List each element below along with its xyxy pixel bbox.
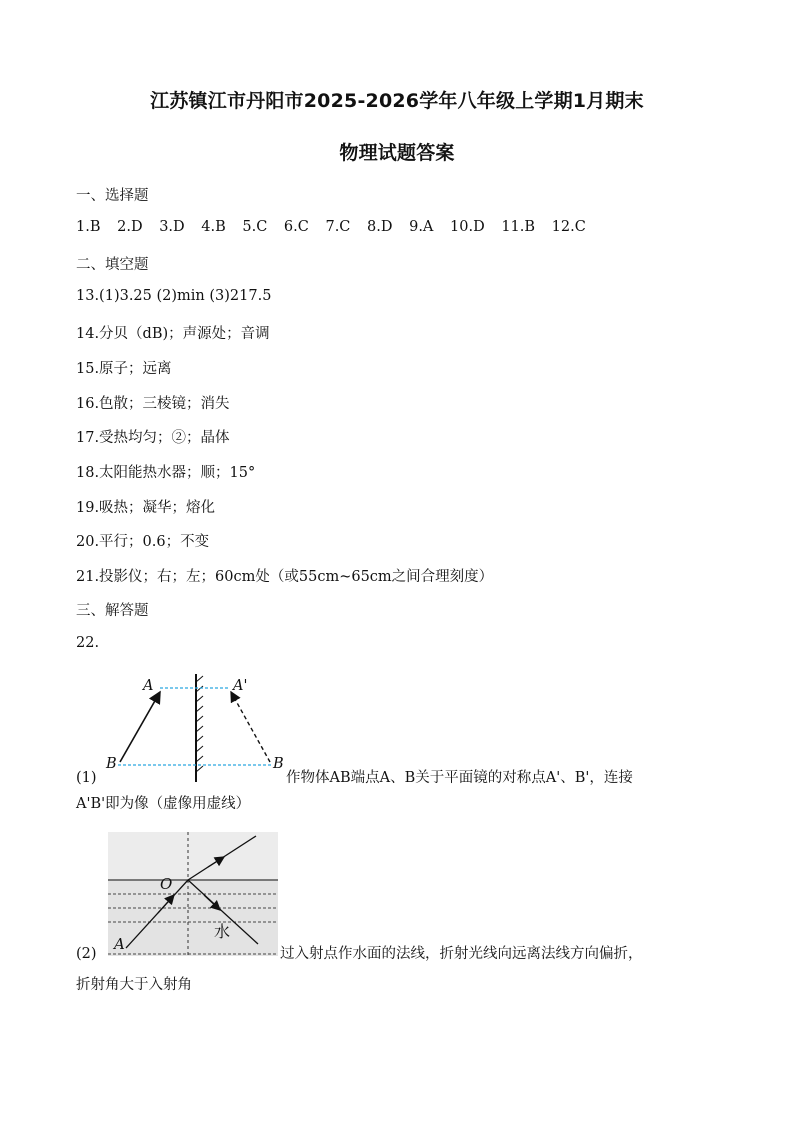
section-heading-fill: 二、填空题 xyxy=(76,257,149,273)
label-A-prime: A' xyxy=(233,678,248,694)
answer-12: 12.C xyxy=(551,219,586,235)
answer-item-18: 18.太阳能热水器；顺；15° xyxy=(76,465,256,481)
label-A-source: A xyxy=(114,935,125,953)
label-O: O xyxy=(160,875,173,893)
part2-number: (2) xyxy=(76,946,97,962)
answer-3: 3.D xyxy=(159,219,185,235)
part2-text-line1: 过入射点作水面的法线，折射光线向远离法线方向偏折， xyxy=(280,946,643,962)
refraction-diagram xyxy=(108,832,278,956)
section-heading-solve: 三、解答题 xyxy=(76,603,149,619)
answer-8: 8.D xyxy=(367,219,393,235)
page-subtitle: 物理试题答案 xyxy=(339,142,455,164)
answer-6: 6.C xyxy=(283,219,309,235)
mirror-hatching xyxy=(196,676,203,772)
answer-item-21: 21.投影仪；右；左；60cm处（或55cm~65cm之间合理刻度） xyxy=(76,569,494,585)
page-title: 江苏镇江市丹阳市2025-2026学年八年级上学期1月期末 xyxy=(150,90,644,112)
answer-item-14: 14.分贝（dB)；声源处；音调 xyxy=(76,326,270,342)
part1-text-line1: 作物体AB端点A、B关于平面镜的对称点A'、B'，连接 xyxy=(286,770,633,786)
label-B-prime: B xyxy=(273,756,284,772)
section-heading-choice: 一、选择题 xyxy=(76,188,149,204)
answer-5: 5.C xyxy=(242,219,268,235)
answer-item-19: 19.吸热；凝华；熔化 xyxy=(76,500,216,516)
answer-9: 9.A xyxy=(409,219,434,235)
answer-10: 10.D xyxy=(450,219,485,235)
choice-answers xyxy=(76,219,598,235)
answer-4: 4.B xyxy=(201,219,226,235)
answer-2: 2.D xyxy=(117,219,143,235)
answer-item-16: 16.色散；三棱镜；消失 xyxy=(76,396,230,412)
part1-number: (1) xyxy=(76,770,97,786)
answer-item-13: 13.(1)3.25 (2)min (3)217.5 xyxy=(76,288,272,304)
object-arrow xyxy=(120,692,160,762)
part2-text-line2: 折射角大于入射角 xyxy=(76,977,192,993)
answer-item-20: 20.平行；0.6；不变 xyxy=(76,534,210,550)
answer-7: 7.C xyxy=(325,219,351,235)
answer-item-15: 15.原子；远离 xyxy=(76,361,172,377)
label-A: A xyxy=(143,678,154,694)
question-22-number: 22. xyxy=(76,635,100,651)
answer-1: 1.B xyxy=(76,219,101,235)
answer-item-17: 17.受热均匀；②；晶体 xyxy=(76,430,230,446)
image-arrow xyxy=(231,692,270,762)
label-B: B xyxy=(106,756,117,772)
label-water: 水 xyxy=(214,922,231,941)
answer-11: 11.B xyxy=(501,219,536,235)
mirror-image-diagram xyxy=(100,668,286,786)
part1-text-line2: A'B'即为像（虚像用虚线） xyxy=(76,796,251,812)
